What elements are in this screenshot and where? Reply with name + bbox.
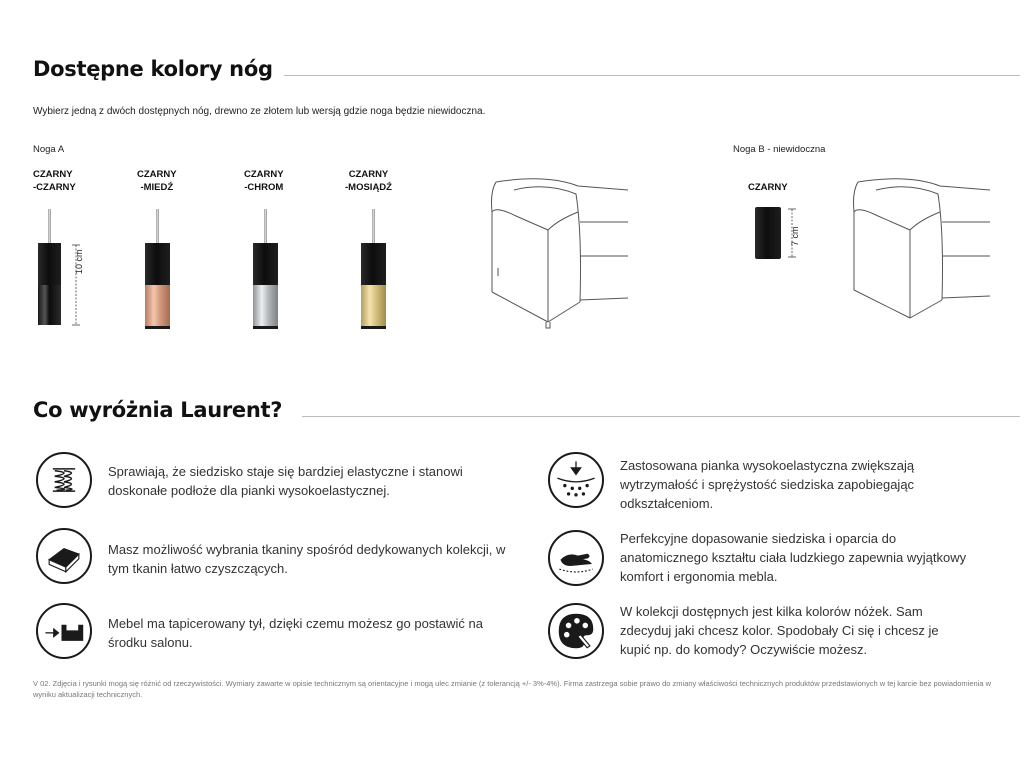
ergonomic-hand-icon — [548, 530, 604, 586]
feature-text-color-palette: W kolekcji dostępnych jest kilka kolorów nóżek. Sam zdecyduj jaki chcesz kolor. Spodobały Ci się i chcesz je kupić np. do komody? Oczywiście możesz. — [620, 604, 939, 657]
upholstered-back-icon — [36, 603, 92, 659]
leg-black-brass-image — [343, 205, 403, 333]
feature-text-springs: Sprawiają, że siedzisko staje się bardziej elastyczne i stanowi doskonałe podłoże dla pianki wysokoelastycznej. — [108, 464, 463, 498]
variant-label-black-black: CZARNY -CZARNY — [33, 169, 76, 193]
feature-text-fabric: Masz możliwość wybrania tkaniny spośród dedykowanych kolekcji, w tym tkanin łatwo czyszczących. — [108, 542, 506, 576]
variant-label-black-chrome: CZARNY -CHROM — [244, 169, 284, 193]
feature-text-foam: Zastosowana pianka wysokoelastyczna zwiększają wytrzymałość i sprężystość siedziska zapobiegając odkształceniom. — [620, 458, 915, 511]
sofa-leg-b-illustration — [848, 172, 994, 322]
leg-b-black-image — [750, 205, 810, 269]
leg-b-group-label: Noga B - niewidoczna — [733, 144, 826, 155]
colors-section-title: Dostępne kolory nóg — [33, 57, 273, 81]
disclaimer-text: V 02. Zdjęcia i rysunki mogą się różnić od rzeczywistości. Wymiary zawarte w opisie technicznym są orientacyjne i mogą ulec zmianie (z tolerancją +/- 3%-4%). Firma zastrzega sobie prawo do zmiany właściwości technicznych produktów przedstawionych w tej karcie bez powiadomienia w wyniku aktualizacji technicznych. — [33, 679, 992, 699]
spring-icon — [36, 452, 92, 508]
leg-black-chrome-image — [236, 205, 296, 333]
leg-a-group-label: Noga A — [33, 144, 65, 155]
leg-black-copper-image — [130, 205, 190, 333]
features-section-title: Co wyróżnia Laurent? — [33, 398, 283, 422]
variant-label-leg-b-black: CZARNY — [748, 182, 788, 193]
colors-intro-text: Wybierz jedną z dwóch dostępnych nóg, drewno ze złotem lub wersją gdzie noga będzie niewidoczna. — [33, 106, 486, 117]
variant-label-black-brass: CZARNY -MOSIĄDŹ — [345, 169, 392, 193]
feature-text-upholstered-back: Mebel ma tapicerowany tył, dzięki czemu możesz go postawić na środku salonu. — [108, 616, 483, 650]
title-divider — [284, 75, 1020, 76]
fabric-roll-icon — [36, 528, 92, 584]
features-title-divider — [302, 416, 1020, 417]
leg-a-dimension-label: 10 cm — [74, 249, 84, 274]
leg-black-black-image — [30, 205, 105, 333]
variant-label-black-copper: CZARNY -MIEDŹ — [137, 169, 177, 193]
feature-text-ergonomic: Perfekcyjne dopasowanie siedziska i oparcia do anatomicznego kształtu ciała ludzkiego zapewnia wyjątkowy komfort i ergonomia mebla. — [620, 531, 967, 584]
foam-icon — [548, 452, 604, 508]
sofa-leg-a-illustration — [486, 172, 632, 332]
leg-b-dimension-label: 7 cm — [790, 226, 800, 246]
color-palette-icon — [548, 603, 604, 659]
